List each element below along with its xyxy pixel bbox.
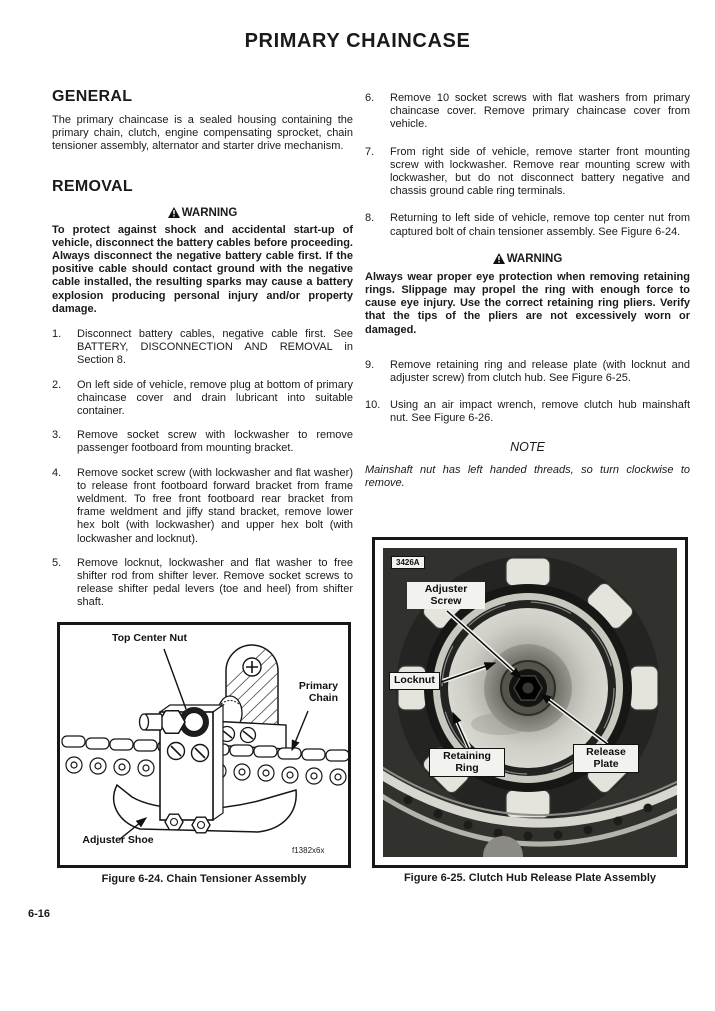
label-top-center-nut: Top Center Nut [112,632,188,644]
warning-header [52,207,353,219]
note-paragraph: Mainshaft nut has left handed threads, so turn clockwise to remove. [365,463,690,489]
warning-label: WARNING [506,252,563,265]
step-2 [52,379,353,419]
label-adjuster-shoe: Adjuster Shoe [82,834,154,846]
step-7 [365,146,690,199]
step-text: On left side of vehicle, remove plug at bottom of primary chaincase cover and drain lubricant into suitable container. [77,378,353,418]
top-center-nut-art [140,707,210,737]
step-text: Using an air impact wrench, remove clutch hub mainshaft nut. See Figure 6-26. [390,399,690,425]
removal-steps-9-10 [365,359,690,426]
step-text: Remove socket screw with lockwasher to remove passenger footboard from mounting bracket. [77,429,353,455]
step-number: 2. [52,378,62,391]
step-number: 5. [52,556,62,569]
step-number: 8. [365,212,375,225]
figure-6-25 [372,537,688,868]
warning-triangle-icon [493,253,505,264]
step-text: Disconnect battery cables, negative cable first. See BATTERY, DISCONNECTION AND REMOVAL in Section 8. [77,328,353,367]
step-number: 10. [365,399,381,412]
step-number: 7. [365,145,375,158]
label-locknut: Locknut [389,672,440,690]
label-release-plate: Release Plate [573,744,639,773]
section-heading-general: GENERAL [52,88,133,105]
clutch-hub-photo [383,548,677,857]
step-1 [52,328,353,368]
step-4 [52,467,353,546]
step-text: Returning to left side of vehicle, remove top center nut from captured bolt of chain tensioner assembly. See Figure 6-24. [390,212,690,238]
step-text: Remove 10 socket screws with flat washers from primary chaincase cover. Remove primary chaincase cover from vehicle. [390,92,690,131]
figure-art-code: f1382x6x [292,846,325,855]
step-8 [365,212,690,238]
step-text: From right side of vehicle, remove starter front mounting screw with lockwasher. Remove rear mounting screw with lockwasher, but do not disconnect battery negative and chassis ground cable ring terminals. [390,145,690,198]
left-column [52,88,353,621]
label-primary-chain: Primary Chain [298,680,338,704]
warning-paragraph: Always wear proper eye protection when removing retaining rings. Slippage may propel the ring with enough force to cause eye injury. Use the correct retaining ring pliers. Verify that the tips of the pliers are not excessively worn or damaged. [365,270,690,336]
right-column [365,92,690,490]
page-number: 6-16 [28,908,51,920]
warning-header [365,253,690,265]
photo-tag: 3426A [391,556,425,569]
step-10 [365,399,690,425]
note-heading: NOTE [510,439,545,454]
step-9 [365,359,690,385]
page-title: PRIMARY CHAINCASE [244,30,471,52]
warning-label: WARNING [181,206,238,219]
step-text: Remove locknut, lockwasher and flat washer to free shifter rod from shifter lever. Remove socket screws to release shifter pedal levers (toe and heel) from shifter shaft. [77,556,353,609]
section-heading-removal: REMOVAL [52,177,133,195]
warning-triangle-icon [168,207,180,218]
step-number: 4. [52,466,62,479]
step-number: 1. [52,328,62,341]
step-number: 9. [365,358,375,371]
step-6 [365,92,690,132]
step-3 [52,429,353,455]
warning-paragraph: To protect against shock and accidental start-up of vehicle, disconnect the battery cables before proceeding. Always disconnect the negative battery cable first. If the positive cable should contact ground with the negative cable installed, the resulting sparks may cause a battery explosion producing personal injury and/or property damage. [52,223,353,315]
removal-steps-6-8 [365,92,690,239]
removal-steps-1-5 [52,328,353,610]
step-number: 3. [52,429,62,442]
label-retaining-ring: Retaining Ring [429,748,505,777]
figure-6-24-caption: Figure 6-24. Chain Tensioner Assembly [101,873,307,885]
figure-6-25-caption: Figure 6-25. Clutch Hub Release Plate Assembly [403,872,657,884]
step-text: Remove socket screw (with lockwasher and flat washer) to release front footboard forward bracket from frame weldment. To free front footboard rear bracket from frame weldment and jiffy stand bracket, remove lower hex bolt (with lockwasher) and upper hex bolt (with lockwasher and locknut). [77,466,353,545]
step-number: 6. [365,92,375,104]
chain-tensioner-drawing [60,625,348,865]
step-5 [52,557,353,610]
step-text: Remove retaining ring and release plate (with locknut and adjuster screw) from clutch hub. See Figure 6-25. [390,358,690,385]
figure-6-24 [57,622,351,868]
label-adjuster-screw: Adjuster Screw [407,582,485,609]
general-paragraph: The primary chaincase is a sealed housing containing the primary chain, clutch, engine compensating sprocket, chain tensioner assembly, alternator and starter drive mechanism. [52,114,353,153]
